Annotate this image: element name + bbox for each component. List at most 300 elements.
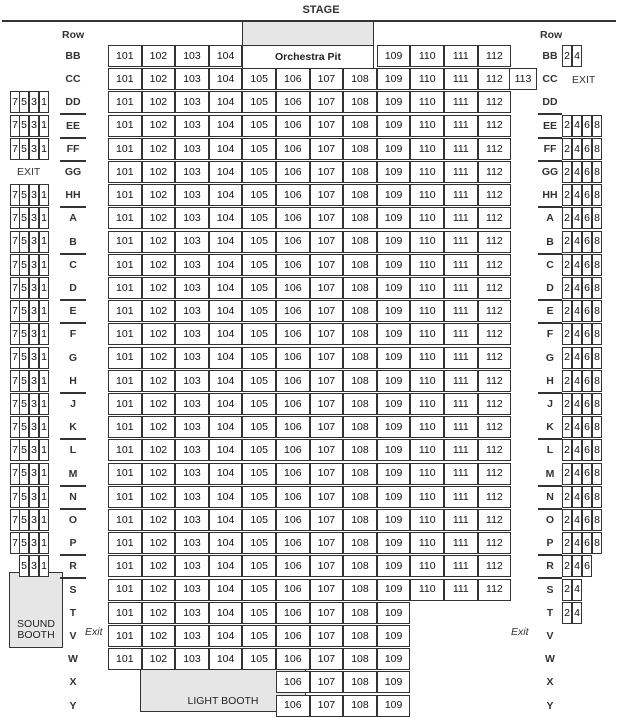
seat-center-EE-107[interactable]: 107	[310, 115, 344, 137]
seat-center-N-112[interactable]: 112	[478, 486, 512, 508]
seat-center-J-101[interactable]: 101	[108, 393, 142, 415]
seat-center-K-109[interactable]: 109	[377, 416, 411, 438]
seat-center-F-109[interactable]: 109	[377, 323, 411, 345]
seat-left-B-3[interactable]: 3	[29, 231, 39, 253]
seat-right-O-2[interactable]: 2	[562, 509, 572, 531]
seat-center-BB-102[interactable]: 102	[142, 45, 176, 67]
seat-center-N-108[interactable]: 108	[343, 486, 377, 508]
seat-center-K-110[interactable]: 110	[410, 416, 444, 438]
seat-center-HH-108[interactable]: 108	[343, 184, 377, 206]
seat-center-E-108[interactable]: 108	[343, 300, 377, 322]
seat-center-M-101[interactable]: 101	[108, 463, 142, 485]
seat-center-Y-108[interactable]: 108	[343, 695, 377, 717]
seat-center-CC-109[interactable]: 109	[377, 68, 411, 90]
seat-center-R-106[interactable]: 106	[276, 555, 310, 577]
seat-left-J-7[interactable]: 7	[10, 393, 20, 415]
seat-center-O-112[interactable]: 112	[478, 509, 512, 531]
seat-center-C-111[interactable]: 111	[444, 254, 478, 276]
seat-left-K-7[interactable]: 7	[10, 416, 20, 438]
seat-right-M-6[interactable]: 6	[582, 463, 592, 485]
seat-center-EE-106[interactable]: 106	[276, 115, 310, 137]
seat-right-N-8[interactable]: 8	[592, 486, 602, 508]
seat-center-R-112[interactable]: 112	[478, 555, 512, 577]
seat-right-EE-2[interactable]: 2	[562, 115, 572, 137]
seat-center-FF-105[interactable]: 105	[242, 138, 276, 160]
seat-center-GG-106[interactable]: 106	[276, 161, 310, 183]
seat-center-L-108[interactable]: 108	[343, 439, 377, 461]
seat-center-X-107[interactable]: 107	[310, 671, 344, 693]
seat-center-GG-112[interactable]: 112	[478, 161, 512, 183]
seat-center-F-101[interactable]: 101	[108, 323, 142, 345]
seat-left-HH-5[interactable]: 5	[19, 184, 29, 206]
seat-left-FF-7[interactable]: 7	[10, 138, 20, 160]
seat-right-B-4[interactable]: 4	[572, 231, 582, 253]
seat-right-FF-6[interactable]: 6	[582, 138, 592, 160]
seat-right-D-6[interactable]: 6	[582, 277, 592, 299]
seat-left-A-5[interactable]: 5	[19, 207, 29, 229]
seat-right-D-2[interactable]: 2	[562, 277, 572, 299]
seat-right-P-4[interactable]: 4	[572, 532, 582, 554]
seat-left-G-7[interactable]: 7	[10, 347, 20, 369]
seat-left-A-7[interactable]: 7	[10, 207, 20, 229]
seat-center-A-108[interactable]: 108	[343, 207, 377, 229]
seat-center-H-101[interactable]: 101	[108, 370, 142, 392]
seat-center-V-103[interactable]: 103	[175, 625, 209, 647]
seat-right-D-8[interactable]: 8	[592, 277, 602, 299]
seat-right-J-6[interactable]: 6	[582, 393, 592, 415]
seat-left-C-7[interactable]: 7	[10, 254, 20, 276]
seat-center-R-107[interactable]: 107	[310, 555, 344, 577]
seat-right-P-8[interactable]: 8	[592, 532, 602, 554]
seat-center-G-110[interactable]: 110	[410, 347, 444, 369]
seat-center-O-111[interactable]: 111	[444, 509, 478, 531]
seat-right-GG-8[interactable]: 8	[592, 161, 602, 183]
seat-center-EE-111[interactable]: 111	[444, 115, 478, 137]
seat-center-DD-108[interactable]: 108	[343, 91, 377, 113]
seat-left-R-5[interactable]: 5	[19, 555, 29, 577]
seat-center-O-108[interactable]: 108	[343, 509, 377, 531]
seat-center-GG-101[interactable]: 101	[108, 161, 142, 183]
seat-center-EE-101[interactable]: 101	[108, 115, 142, 137]
seat-right-O-4[interactable]: 4	[572, 509, 582, 531]
seat-center-G-101[interactable]: 101	[108, 347, 142, 369]
seat-center-K-102[interactable]: 102	[142, 416, 176, 438]
seat-center-FF-104[interactable]: 104	[209, 138, 243, 160]
seat-left-R-1[interactable]: 1	[39, 555, 49, 577]
seat-right-J-2[interactable]: 2	[562, 393, 572, 415]
seat-center-L-101[interactable]: 101	[108, 439, 142, 461]
seat-right-G-6[interactable]: 6	[582, 347, 592, 369]
seat-right-FF-2[interactable]: 2	[562, 138, 572, 160]
seat-center-P-103[interactable]: 103	[175, 532, 209, 554]
seat-right-EE-6[interactable]: 6	[582, 115, 592, 137]
seat-center-A-109[interactable]: 109	[377, 207, 411, 229]
seat-center-Y-109[interactable]: 109	[377, 695, 411, 717]
seat-center-A-111[interactable]: 111	[444, 207, 478, 229]
seat-center-HH-109[interactable]: 109	[377, 184, 411, 206]
seat-center-E-111[interactable]: 111	[444, 300, 478, 322]
seat-left-F-1[interactable]: 1	[39, 323, 49, 345]
seat-right-M-4[interactable]: 4	[572, 463, 582, 485]
seat-left-F-5[interactable]: 5	[19, 323, 29, 345]
seat-left-M-3[interactable]: 3	[29, 463, 39, 485]
seat-center-D-112[interactable]: 112	[478, 277, 512, 299]
seat-center-E-107[interactable]: 107	[310, 300, 344, 322]
seat-left-H-7[interactable]: 7	[10, 370, 20, 392]
seat-center-CC-113[interactable]: 113	[509, 68, 537, 90]
seat-center-O-105[interactable]: 105	[242, 509, 276, 531]
seat-left-O-1[interactable]: 1	[39, 509, 49, 531]
seat-right-FF-4[interactable]: 4	[572, 138, 582, 160]
seat-center-H-112[interactable]: 112	[478, 370, 512, 392]
seat-center-M-103[interactable]: 103	[175, 463, 209, 485]
seat-right-H-4[interactable]: 4	[572, 370, 582, 392]
seat-center-BB-112[interactable]: 112	[478, 45, 512, 67]
seat-center-J-104[interactable]: 104	[209, 393, 243, 415]
seat-center-X-108[interactable]: 108	[343, 671, 377, 693]
seat-right-K-2[interactable]: 2	[562, 416, 572, 438]
seat-center-F-108[interactable]: 108	[343, 323, 377, 345]
seat-right-HH-6[interactable]: 6	[582, 184, 592, 206]
seat-left-B-5[interactable]: 5	[19, 231, 29, 253]
seat-center-M-106[interactable]: 106	[276, 463, 310, 485]
seat-left-M-5[interactable]: 5	[19, 463, 29, 485]
seat-center-F-106[interactable]: 106	[276, 323, 310, 345]
seat-right-S-2[interactable]: 2	[562, 579, 572, 601]
seat-left-FF-3[interactable]: 3	[29, 138, 39, 160]
seat-center-G-103[interactable]: 103	[175, 347, 209, 369]
seat-center-CC-110[interactable]: 110	[410, 68, 444, 90]
seat-center-D-102[interactable]: 102	[142, 277, 176, 299]
seat-center-CC-105[interactable]: 105	[242, 68, 276, 90]
seat-right-N-2[interactable]: 2	[562, 486, 572, 508]
seat-center-V-107[interactable]: 107	[310, 625, 344, 647]
seat-right-EE-4[interactable]: 4	[572, 115, 582, 137]
seat-center-J-106[interactable]: 106	[276, 393, 310, 415]
seat-center-HH-106[interactable]: 106	[276, 184, 310, 206]
seat-center-N-107[interactable]: 107	[310, 486, 344, 508]
seat-center-M-110[interactable]: 110	[410, 463, 444, 485]
seat-center-BB-111[interactable]: 111	[444, 45, 478, 67]
seat-center-DD-106[interactable]: 106	[276, 91, 310, 113]
seat-right-GG-6[interactable]: 6	[582, 161, 592, 183]
seat-center-D-109[interactable]: 109	[377, 277, 411, 299]
seat-center-T-106[interactable]: 106	[276, 602, 310, 624]
seat-center-A-110[interactable]: 110	[410, 207, 444, 229]
seat-right-B-6[interactable]: 6	[582, 231, 592, 253]
seat-center-R-111[interactable]: 111	[444, 555, 478, 577]
seat-center-P-106[interactable]: 106	[276, 532, 310, 554]
seat-center-F-104[interactable]: 104	[209, 323, 243, 345]
seat-center-A-112[interactable]: 112	[478, 207, 512, 229]
seat-center-L-111[interactable]: 111	[444, 439, 478, 461]
seat-left-DD-3[interactable]: 3	[29, 91, 39, 113]
seat-center-K-106[interactable]: 106	[276, 416, 310, 438]
seat-left-P-7[interactable]: 7	[10, 532, 20, 554]
seat-center-J-102[interactable]: 102	[142, 393, 176, 415]
seat-center-N-102[interactable]: 102	[142, 486, 176, 508]
seat-center-P-111[interactable]: 111	[444, 532, 478, 554]
seat-left-D-7[interactable]: 7	[10, 277, 20, 299]
seat-center-EE-103[interactable]: 103	[175, 115, 209, 137]
seat-right-H-8[interactable]: 8	[592, 370, 602, 392]
seat-center-V-109[interactable]: 109	[377, 625, 411, 647]
seat-left-J-3[interactable]: 3	[29, 393, 39, 415]
seat-center-M-109[interactable]: 109	[377, 463, 411, 485]
seat-center-S-101[interactable]: 101	[108, 579, 142, 601]
seat-left-D-5[interactable]: 5	[19, 277, 29, 299]
seat-center-DD-101[interactable]: 101	[108, 91, 142, 113]
seat-center-B-111[interactable]: 111	[444, 231, 478, 253]
seat-center-S-102[interactable]: 102	[142, 579, 176, 601]
seat-center-HH-112[interactable]: 112	[478, 184, 512, 206]
seat-center-S-107[interactable]: 107	[310, 579, 344, 601]
seat-center-FF-103[interactable]: 103	[175, 138, 209, 160]
seat-center-EE-109[interactable]: 109	[377, 115, 411, 137]
seat-right-J-8[interactable]: 8	[592, 393, 602, 415]
seat-center-N-105[interactable]: 105	[242, 486, 276, 508]
seat-center-CC-102[interactable]: 102	[142, 68, 176, 90]
seat-center-CC-103[interactable]: 103	[175, 68, 209, 90]
seat-center-S-109[interactable]: 109	[377, 579, 411, 601]
seat-right-F-4[interactable]: 4	[572, 323, 582, 345]
seat-center-GG-109[interactable]: 109	[377, 161, 411, 183]
seat-center-V-105[interactable]: 105	[242, 625, 276, 647]
seat-left-P-1[interactable]: 1	[39, 532, 49, 554]
seat-center-N-110[interactable]: 110	[410, 486, 444, 508]
seat-center-C-112[interactable]: 112	[478, 254, 512, 276]
seat-center-A-107[interactable]: 107	[310, 207, 344, 229]
seat-right-G-2[interactable]: 2	[562, 347, 572, 369]
seat-center-V-104[interactable]: 104	[209, 625, 243, 647]
seat-center-GG-111[interactable]: 111	[444, 161, 478, 183]
seat-center-N-101[interactable]: 101	[108, 486, 142, 508]
seat-right-F-6[interactable]: 6	[582, 323, 592, 345]
seat-center-CC-108[interactable]: 108	[343, 68, 377, 90]
seat-left-EE-3[interactable]: 3	[29, 115, 39, 137]
seat-center-T-108[interactable]: 108	[343, 602, 377, 624]
seat-center-L-102[interactable]: 102	[142, 439, 176, 461]
seat-center-J-103[interactable]: 103	[175, 393, 209, 415]
seat-left-G-3[interactable]: 3	[29, 347, 39, 369]
seat-center-F-110[interactable]: 110	[410, 323, 444, 345]
seat-center-BB-109[interactable]: 109	[377, 45, 411, 67]
seat-center-BB-103[interactable]: 103	[175, 45, 209, 67]
seat-right-P-2[interactable]: 2	[562, 532, 572, 554]
seat-center-L-104[interactable]: 104	[209, 439, 243, 461]
seat-right-L-6[interactable]: 6	[582, 439, 592, 461]
seat-center-DD-112[interactable]: 112	[478, 91, 512, 113]
seat-center-DD-110[interactable]: 110	[410, 91, 444, 113]
seat-center-L-112[interactable]: 112	[478, 439, 512, 461]
seat-right-HH-4[interactable]: 4	[572, 184, 582, 206]
seat-center-C-105[interactable]: 105	[242, 254, 276, 276]
seat-left-A-1[interactable]: 1	[39, 207, 49, 229]
seat-center-O-106[interactable]: 106	[276, 509, 310, 531]
seat-center-A-104[interactable]: 104	[209, 207, 243, 229]
seat-left-K-3[interactable]: 3	[29, 416, 39, 438]
seat-left-N-7[interactable]: 7	[10, 486, 20, 508]
seat-center-M-107[interactable]: 107	[310, 463, 344, 485]
seat-center-EE-110[interactable]: 110	[410, 115, 444, 137]
seat-left-FF-1[interactable]: 1	[39, 138, 49, 160]
seat-center-R-109[interactable]: 109	[377, 555, 411, 577]
seat-center-DD-102[interactable]: 102	[142, 91, 176, 113]
seat-center-EE-102[interactable]: 102	[142, 115, 176, 137]
seat-center-C-106[interactable]: 106	[276, 254, 310, 276]
seat-left-H-1[interactable]: 1	[39, 370, 49, 392]
seat-center-EE-105[interactable]: 105	[242, 115, 276, 137]
seat-left-FF-5[interactable]: 5	[19, 138, 29, 160]
seat-left-E-7[interactable]: 7	[10, 300, 20, 322]
seat-center-N-109[interactable]: 109	[377, 486, 411, 508]
seat-center-BB-104[interactable]: 104	[209, 45, 243, 67]
seat-center-E-105[interactable]: 105	[242, 300, 276, 322]
seat-center-K-111[interactable]: 111	[444, 416, 478, 438]
seat-left-G-1[interactable]: 1	[39, 347, 49, 369]
seat-left-A-3[interactable]: 3	[29, 207, 39, 229]
seat-right-E-8[interactable]: 8	[592, 300, 602, 322]
seat-center-HH-111[interactable]: 111	[444, 184, 478, 206]
seat-center-O-103[interactable]: 103	[175, 509, 209, 531]
seat-center-K-103[interactable]: 103	[175, 416, 209, 438]
seat-center-O-101[interactable]: 101	[108, 509, 142, 531]
seat-center-GG-105[interactable]: 105	[242, 161, 276, 183]
seat-center-C-101[interactable]: 101	[108, 254, 142, 276]
seat-center-B-107[interactable]: 107	[310, 231, 344, 253]
seat-center-R-103[interactable]: 103	[175, 555, 209, 577]
seat-center-J-109[interactable]: 109	[377, 393, 411, 415]
seat-center-G-111[interactable]: 111	[444, 347, 478, 369]
seat-center-T-101[interactable]: 101	[108, 602, 142, 624]
seat-center-HH-107[interactable]: 107	[310, 184, 344, 206]
seat-right-O-8[interactable]: 8	[592, 509, 602, 531]
seat-left-C-5[interactable]: 5	[19, 254, 29, 276]
seat-left-HH-3[interactable]: 3	[29, 184, 39, 206]
seat-right-N-6[interactable]: 6	[582, 486, 592, 508]
seat-center-A-105[interactable]: 105	[242, 207, 276, 229]
seat-center-H-110[interactable]: 110	[410, 370, 444, 392]
seat-left-E-5[interactable]: 5	[19, 300, 29, 322]
seat-center-P-102[interactable]: 102	[142, 532, 176, 554]
seat-center-FF-107[interactable]: 107	[310, 138, 344, 160]
seat-right-M-8[interactable]: 8	[592, 463, 602, 485]
seat-center-T-105[interactable]: 105	[242, 602, 276, 624]
seat-right-S-4[interactable]: 4	[572, 579, 582, 601]
seat-center-CC-106[interactable]: 106	[276, 68, 310, 90]
seat-center-HH-103[interactable]: 103	[175, 184, 209, 206]
seat-center-F-102[interactable]: 102	[142, 323, 176, 345]
seat-right-A-4[interactable]: 4	[572, 207, 582, 229]
seat-right-C-8[interactable]: 8	[592, 254, 602, 276]
seat-center-S-112[interactable]: 112	[478, 579, 512, 601]
seat-center-N-106[interactable]: 106	[276, 486, 310, 508]
seat-left-C-3[interactable]: 3	[29, 254, 39, 276]
seat-center-E-102[interactable]: 102	[142, 300, 176, 322]
seat-center-N-103[interactable]: 103	[175, 486, 209, 508]
seat-center-E-104[interactable]: 104	[209, 300, 243, 322]
seat-center-C-103[interactable]: 103	[175, 254, 209, 276]
seat-center-F-107[interactable]: 107	[310, 323, 344, 345]
seat-right-R-6[interactable]: 6	[582, 555, 592, 577]
seat-left-J-5[interactable]: 5	[19, 393, 29, 415]
seat-right-T-4[interactable]: 4	[572, 602, 582, 624]
seat-center-E-103[interactable]: 103	[175, 300, 209, 322]
seat-center-M-104[interactable]: 104	[209, 463, 243, 485]
seat-right-G-8[interactable]: 8	[592, 347, 602, 369]
seat-center-E-112[interactable]: 112	[478, 300, 512, 322]
seat-center-BB-110[interactable]: 110	[410, 45, 444, 67]
seat-center-R-110[interactable]: 110	[410, 555, 444, 577]
seat-center-R-101[interactable]: 101	[108, 555, 142, 577]
seat-center-E-101[interactable]: 101	[108, 300, 142, 322]
seat-center-H-106[interactable]: 106	[276, 370, 310, 392]
seat-left-R-3[interactable]: 3	[29, 555, 39, 577]
seat-center-B-108[interactable]: 108	[343, 231, 377, 253]
seat-center-D-103[interactable]: 103	[175, 277, 209, 299]
seat-center-P-108[interactable]: 108	[343, 532, 377, 554]
seat-center-X-109[interactable]: 109	[377, 671, 411, 693]
seat-center-M-102[interactable]: 102	[142, 463, 176, 485]
seat-center-H-102[interactable]: 102	[142, 370, 176, 392]
seat-center-F-105[interactable]: 105	[242, 323, 276, 345]
seat-center-S-103[interactable]: 103	[175, 579, 209, 601]
seat-left-E-3[interactable]: 3	[29, 300, 39, 322]
seat-center-L-110[interactable]: 110	[410, 439, 444, 461]
seat-center-EE-108[interactable]: 108	[343, 115, 377, 137]
seat-left-HH-1[interactable]: 1	[39, 184, 49, 206]
seat-center-CC-101[interactable]: 101	[108, 68, 142, 90]
seat-center-D-101[interactable]: 101	[108, 277, 142, 299]
seat-center-S-104[interactable]: 104	[209, 579, 243, 601]
seat-left-J-1[interactable]: 1	[39, 393, 49, 415]
seat-right-E-4[interactable]: 4	[572, 300, 582, 322]
seat-center-H-104[interactable]: 104	[209, 370, 243, 392]
seat-center-GG-103[interactable]: 103	[175, 161, 209, 183]
seat-center-Y-106[interactable]: 106	[276, 695, 310, 717]
seat-center-C-102[interactable]: 102	[142, 254, 176, 276]
seat-left-EE-7[interactable]: 7	[10, 115, 20, 137]
seat-center-FF-106[interactable]: 106	[276, 138, 310, 160]
seat-right-G-4[interactable]: 4	[572, 347, 582, 369]
seat-center-M-108[interactable]: 108	[343, 463, 377, 485]
seat-center-DD-109[interactable]: 109	[377, 91, 411, 113]
seat-center-P-107[interactable]: 107	[310, 532, 344, 554]
seat-left-N-1[interactable]: 1	[39, 486, 49, 508]
seat-center-FF-111[interactable]: 111	[444, 138, 478, 160]
seat-center-W-101[interactable]: 101	[108, 648, 142, 670]
seat-center-T-102[interactable]: 102	[142, 602, 176, 624]
seat-right-A-2[interactable]: 2	[562, 207, 572, 229]
seat-right-L-4[interactable]: 4	[572, 439, 582, 461]
seat-center-W-108[interactable]: 108	[343, 648, 377, 670]
seat-left-C-1[interactable]: 1	[39, 254, 49, 276]
seat-center-HH-101[interactable]: 101	[108, 184, 142, 206]
seat-center-O-110[interactable]: 110	[410, 509, 444, 531]
seat-center-J-107[interactable]: 107	[310, 393, 344, 415]
seat-right-C-6[interactable]: 6	[582, 254, 592, 276]
seat-center-CC-111[interactable]: 111	[444, 68, 478, 90]
seat-left-EE-5[interactable]: 5	[19, 115, 29, 137]
seat-left-H-5[interactable]: 5	[19, 370, 29, 392]
seat-center-W-109[interactable]: 109	[377, 648, 411, 670]
seat-center-D-104[interactable]: 104	[209, 277, 243, 299]
seat-right-L-2[interactable]: 2	[562, 439, 572, 461]
seat-center-B-104[interactable]: 104	[209, 231, 243, 253]
seat-right-EE-8[interactable]: 8	[592, 115, 602, 137]
seat-right-C-4[interactable]: 4	[572, 254, 582, 276]
seat-center-GG-107[interactable]: 107	[310, 161, 344, 183]
